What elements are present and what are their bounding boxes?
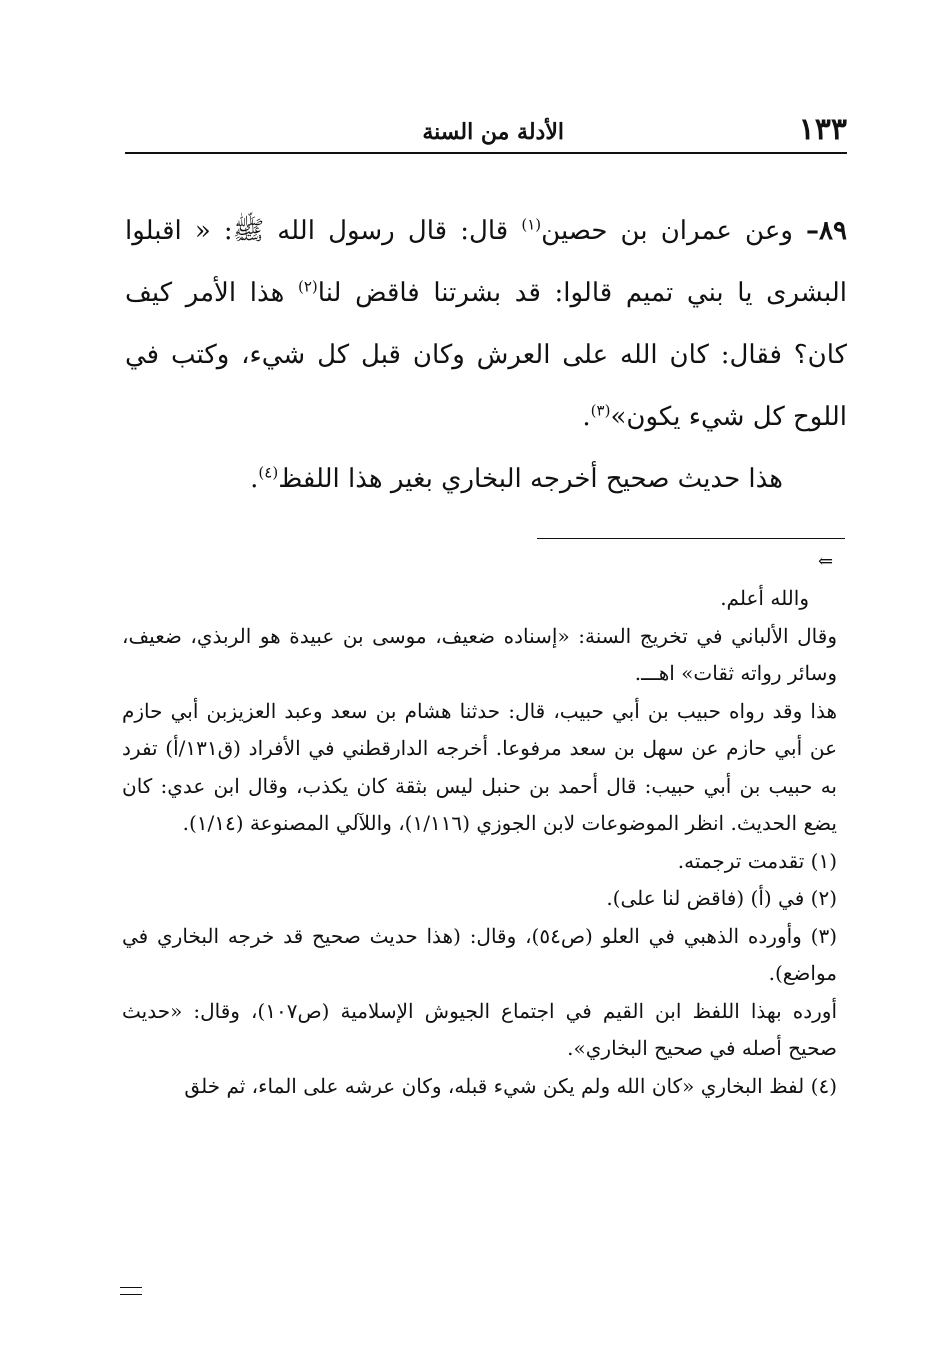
- running-title: الأدلة من السنة: [422, 119, 564, 145]
- page-header: [125, 112, 847, 150]
- hadith-number: ٨٩–: [806, 216, 847, 246]
- footnote-line: والله أعلم.: [720, 586, 809, 610]
- hadith-text-part: .: [582, 402, 591, 432]
- verdict-text: هذا حديث صحيح أخرجه البخاري بغير هذا اللفظ: [278, 464, 783, 494]
- footnote-line: وقال الألباني في تخريج السنة: «إسناده ضعيف، موسى بن عبيدة هو الربذي، ضعيف، وسائر رواته ثقات» اهـــ.: [122, 623, 837, 685]
- footnote-separator: [537, 538, 845, 539]
- footnote-ref-4: (٤): [258, 463, 279, 482]
- footnote-item-2: (٢) في (أ) (فاقض لنا على).: [606, 886, 837, 910]
- footnote-ref-3: (٣): [590, 401, 611, 420]
- continuation-mark: ⇐: [818, 551, 834, 572]
- hadith-text-part: قال: قال رسول الله ﷺ: « اقبلوا البشرى يا بني تميم قالوا: قد بشرتنا فاقض لنا: [125, 216, 847, 308]
- hadith-text-part: هذا الأمر كيف كان؟ فقال: كان الله على العرش وكان قبل كل شيء، وكتب في اللوح كل شيء يكون»: [125, 278, 847, 432]
- hadith-text-part: وعن عمران بن حصين: [541, 216, 807, 246]
- footnote-item-1: (١) تقدمت ترجمته.: [677, 848, 837, 873]
- verdict-paragraph: [125, 448, 847, 510]
- main-text: [125, 200, 847, 510]
- footnote-line: أورده بهذا اللفظ ابن القيم في اجتماع الجيوش الإسلامية (ص١٠٧)، وقال: «حديث صحيح أصله في صحيح البخاري».: [122, 998, 838, 1060]
- footnote-ref-2: (٢): [297, 277, 318, 296]
- page-number: ١٣٣: [798, 112, 847, 147]
- footnote-line: هذا وقد رواه حبيب بن أبي حبيب، قال: حدثنا هشام بن سعد وعبد العزيزبن أبي حازم عن أبي حازم عن سهل بن سعد مرفوعا. أخرجه الدارقطني في الأفراد (ق١٣١/أ) تفرد به حبيب بن أبي حبيب: قال أحمد بن حنبل ليس بثقة كان يكذب، وقال ابن عدي: كان يضع الحديث. انظر الموضوعات لابن الجوزي (١/١١٦)، واللآلي المصنوعة (١/١٤).: [122, 698, 837, 835]
- footnotes: [122, 580, 837, 1105]
- verdict-text-end: .: [250, 464, 259, 494]
- footnote-item-3: (٣) وأورده الذهبي في العلو (ص٥٤)، وقال: (هذا حديث صحيح قد خرجه البخاري في مواضع).: [122, 923, 837, 985]
- footnote-item-4: (٤) لفظ البخاري «كان الله ولم يكن شيء قبله، وكان عرشه على الماء، ثم خلق: [184, 1073, 837, 1098]
- header-rule: [125, 152, 847, 154]
- hadith-paragraph: [125, 200, 847, 448]
- continuation-rule: [120, 1287, 142, 1295]
- footnote-ref-1: (١): [521, 215, 542, 234]
